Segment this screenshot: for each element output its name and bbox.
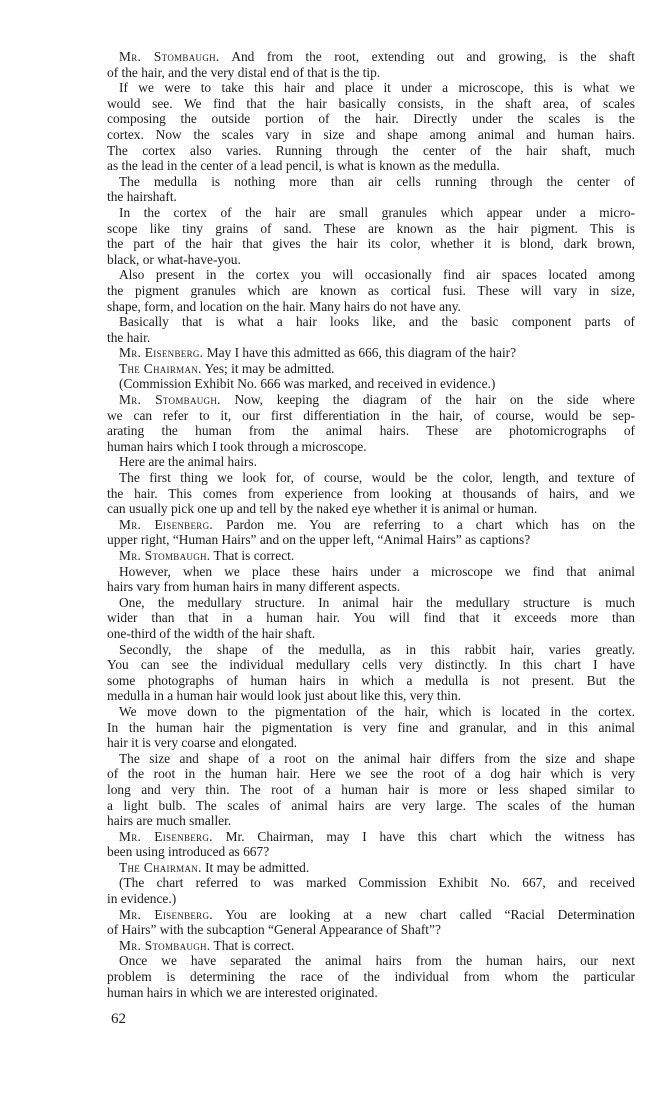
text-line <box>107 408 635 424</box>
line-text: composing the outside portion of the hair. Directly under the scales is the <box>107 111 635 127</box>
paragraph <box>107 267 635 314</box>
text-line <box>107 96 635 112</box>
line-text: The size and shape of a root on the animal hair differs from the size and shape <box>119 750 635 766</box>
text-line <box>107 283 635 299</box>
paragraph <box>107 454 635 470</box>
line-text: One, the medullary structure. In animal hair the medullary structure is much <box>119 594 635 610</box>
text-line <box>107 143 635 159</box>
text-line <box>107 813 635 829</box>
line-text: In the cortex of the hair are small granules which appear under a micro- <box>119 204 635 220</box>
text-line <box>107 798 635 814</box>
text-line <box>107 454 635 470</box>
testimony-paragraph <box>107 829 635 860</box>
paragraph <box>107 564 635 595</box>
text-line <box>107 80 635 96</box>
text-line <box>107 392 635 408</box>
line-text: as the lead in the center of a lead pencil, is what is known as the medulla. <box>107 158 500 174</box>
line-text: a light bulb. The scales of animal hairs are very large. The scales of the human <box>107 797 635 813</box>
paragraph <box>107 704 635 751</box>
testimony-paragraph <box>107 517 635 548</box>
testimony-paragraph <box>107 938 635 954</box>
speaker-name: Mr. Stombaugh. <box>119 392 221 408</box>
line-text: of the root in the human hair. Here we see the root of a dog hair which is very <box>107 766 635 782</box>
speaker-name: Mr. Stombaugh. <box>119 49 220 64</box>
line-text: upper right, “Human Hairs” and on the upper left, “Animal Hairs” as captions? <box>107 532 531 548</box>
line-text: the hair. This comes from experience from looking at thousands of hairs, and we <box>107 485 635 501</box>
text-line <box>107 642 635 658</box>
testimony-paragraph <box>107 49 635 80</box>
line-text: arating the human from the animal hairs. These are photomicrographs of <box>107 423 635 439</box>
line-text: wider than that in a human hair. You will find that it exceeds more than <box>107 610 635 626</box>
text-line <box>107 751 635 767</box>
line-text: You can see the individual medullary cells very distinctly. In this chart I have <box>107 657 635 673</box>
text-line <box>107 345 635 361</box>
text-line <box>107 189 635 205</box>
line-text: hair it is very coarse and elongated. <box>107 735 297 751</box>
text-line <box>107 829 635 845</box>
text-line <box>107 688 635 704</box>
speaker-name: Mr. Stombaugh. <box>119 548 211 563</box>
line-text: (Commission Exhibit No. 666 was marked, and received in evidence.) <box>119 376 496 392</box>
text-line <box>107 517 635 533</box>
line-text: May I have this admitted as 666, this diagram of the hair? <box>203 345 517 361</box>
text-line <box>107 65 635 81</box>
testimony-paragraph <box>107 860 635 876</box>
line-text: medulla in a human hair would look just about like this, very thin. <box>107 688 462 704</box>
line-text: can usually pick one up and tell by the naked eye whether it is animal or human. <box>107 501 538 517</box>
line-text: cortex. Now the scales vary in size and shape among animal and human hairs. <box>107 126 635 142</box>
line-text: would see. We find that the hair basically consists, in the shaft area, of scales <box>107 95 635 111</box>
line-text: Now, keeping the diagram of the hair on the side where <box>220 392 635 408</box>
line-text: (The chart referred to was marked Commission Exhibit No. 667, and received <box>119 875 635 891</box>
line-text: one-third of the width of the hair shaft. <box>107 625 316 641</box>
speaker-name: Mr. Eisenberg. <box>119 828 213 844</box>
text-line <box>107 907 635 923</box>
text-line <box>107 252 635 268</box>
line-text: And from the root, extending out and growing, is the shaft <box>219 49 636 64</box>
testimony-paragraph <box>107 361 635 377</box>
line-text: the part of the hair that gives the hair its color, whether it is blond, dark brown, <box>107 236 635 252</box>
line-text: The cortex also varies. Running through the center of the hair shaft, much <box>107 142 635 158</box>
line-text: We move down to the pigmentation of the hair, which is located in the cortex. <box>119 703 635 719</box>
text-line <box>107 891 635 907</box>
text-line <box>107 875 635 891</box>
paragraph <box>107 751 635 829</box>
text-line <box>107 532 635 548</box>
text-line <box>107 314 635 330</box>
line-text: In the human hair the pigmentation is very fine and granular, and in this animal <box>107 719 635 735</box>
text-line <box>107 720 635 736</box>
line-text: Pardon me. You are referring to a chart which has on the <box>213 516 635 532</box>
line-text: That is correct. <box>210 937 295 953</box>
line-text: Mr. Chairman, may I have this chart which the witness has <box>212 828 635 844</box>
line-text: Yes; it may be admitted. <box>201 360 335 376</box>
line-text: The medulla is nothing more than air cells running through the center of <box>119 173 635 189</box>
line-text: If we were to take this hair and place it under a microscope, this is what we <box>119 80 635 96</box>
line-text: the pigment granules which are known as cortical fusi. These will vary in size, <box>107 282 635 298</box>
line-text: shape, form, and location on the hair. Many hairs do not have any. <box>107 298 461 314</box>
text-line <box>107 595 635 611</box>
paragraph <box>107 595 635 642</box>
text-line <box>107 299 635 315</box>
text-line <box>107 626 635 642</box>
text-line <box>107 938 635 954</box>
text-line <box>107 205 635 221</box>
line-text: black, or what-have-you. <box>107 251 241 267</box>
transcript-body <box>107 49 635 1000</box>
text-line <box>107 423 635 439</box>
line-text: However, when we place these hairs under a microscope we find that animal <box>119 563 635 579</box>
line-text: in evidence.) <box>107 891 177 907</box>
text-line <box>107 361 635 377</box>
line-text: been using introduced as 667? <box>107 844 270 860</box>
line-text: we can refer to it, our first differentiation in the hair, of course, would be sep- <box>107 407 635 423</box>
text-line <box>107 969 635 985</box>
text-line <box>107 111 635 127</box>
line-text: problem is determining the race of the individual from whom the particular <box>107 969 635 985</box>
line-text: You are looking at a new chart called “Racial Determination <box>212 906 635 922</box>
paragraph <box>107 642 635 704</box>
paragraph <box>107 875 635 906</box>
speaker-name: The Chairman. <box>119 360 202 376</box>
text-line <box>107 564 635 580</box>
text-line <box>107 766 635 782</box>
line-text: hairs vary from human hairs in many different aspects. <box>107 579 401 595</box>
paragraph <box>107 80 635 174</box>
text-line <box>107 548 635 564</box>
line-text: The first thing we look for, of course, would be the color, length, and texture of <box>119 470 635 486</box>
text-line <box>107 782 635 798</box>
speaker-name: The Chairman. <box>119 859 202 875</box>
testimony-paragraph <box>107 548 635 564</box>
text-line <box>107 735 635 751</box>
line-text: of the hair, and the very distal end of that is the tip. <box>107 64 381 80</box>
line-text: some photographs of human hairs in which a medulla is not present. But the <box>107 672 635 688</box>
line-text: hairs are much smaller. <box>107 813 232 829</box>
line-text: of Hairs” with the subcaption “General Appearance of Shaft”? <box>107 922 441 938</box>
text-line <box>107 470 635 486</box>
text-line <box>107 236 635 252</box>
text-line <box>107 501 635 517</box>
text-line <box>107 221 635 237</box>
line-text: Once we have separated the animal hairs from the human hairs, our next <box>119 953 635 969</box>
line-text: long and very thin. The root of a human hair is more or less shaped similar to <box>107 781 635 797</box>
paragraph <box>107 205 635 267</box>
paragraph <box>107 174 635 205</box>
testimony-paragraph <box>107 345 635 361</box>
text-line <box>107 330 635 346</box>
page-number: 62 <box>111 1011 126 1027</box>
line-text: scope like tiny grains of sand. These are known as the hair pigment. This is <box>107 220 635 236</box>
line-text: the hairshaft. <box>107 189 177 205</box>
testimony-paragraph <box>107 907 635 938</box>
text-line <box>107 579 635 595</box>
text-line <box>107 610 635 626</box>
line-text: Secondly, the shape of the medulla, as in this rabbit hair, varies greatly. <box>119 641 635 657</box>
text-line <box>107 985 635 1001</box>
line-text: human hairs which I took through a microscope. <box>107 438 367 454</box>
speaker-name: Mr. Eisenberg. <box>119 906 213 922</box>
line-text: Basically that is what a hair looks like, and the basic component parts of <box>119 314 635 330</box>
text-line <box>107 127 635 143</box>
line-text: Also present in the cortex you will occasionally find air spaces located among <box>119 267 635 283</box>
speaker-name: Mr. Eisenberg. <box>119 345 204 361</box>
text-line <box>107 953 635 969</box>
text-line <box>107 486 635 502</box>
text-line <box>107 376 635 392</box>
line-text: the hair. <box>107 329 151 345</box>
text-line <box>107 922 635 938</box>
testimony-paragraph <box>107 392 635 454</box>
line-text: That is correct. <box>210 548 295 563</box>
text-line <box>107 439 635 455</box>
paragraph <box>107 470 635 517</box>
speaker-name: Mr. Eisenberg. <box>119 516 214 532</box>
paragraph <box>107 376 635 392</box>
line-text: It may be admitted. <box>201 859 310 875</box>
paragraph <box>107 314 635 345</box>
text-line <box>107 844 635 860</box>
text-line <box>107 704 635 720</box>
text-line <box>107 158 635 174</box>
paragraph <box>107 953 635 1000</box>
text-line <box>107 657 635 673</box>
text-line <box>107 267 635 283</box>
line-text: human hairs in which we are interested originated. <box>107 984 378 1000</box>
text-line <box>107 860 635 876</box>
text-line <box>107 49 635 65</box>
text-line <box>107 174 635 190</box>
speaker-name: Mr. Stombaugh. <box>119 937 211 953</box>
line-text: Here are the animal hairs. <box>119 454 257 470</box>
text-line <box>107 673 635 689</box>
